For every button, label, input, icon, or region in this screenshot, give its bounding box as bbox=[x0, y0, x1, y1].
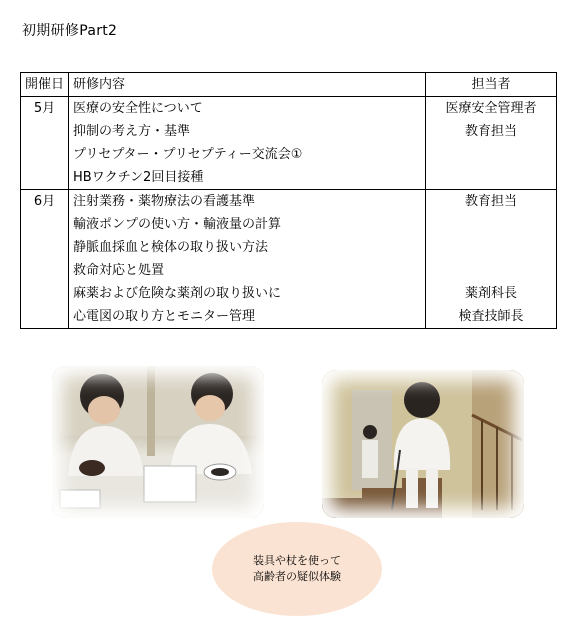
date-cell-empty bbox=[21, 259, 69, 282]
topic-cell: 救命対応と処置 bbox=[69, 259, 426, 282]
table-row bbox=[21, 166, 557, 190]
topic-cell: 心電図の取り方とモニター管理 bbox=[69, 305, 426, 329]
responsible-cell bbox=[426, 213, 557, 236]
date-cell-june: 6月 bbox=[21, 190, 69, 214]
date-cell-empty bbox=[21, 213, 69, 236]
responsible-cell: 教育担当 bbox=[426, 120, 557, 143]
photo-vignette bbox=[322, 370, 524, 518]
table-row bbox=[21, 236, 557, 259]
topic-cell: 静脈血採血と検体の取り扱い方法 bbox=[69, 236, 426, 259]
caption-line-1: 装具や杖を使って bbox=[253, 554, 341, 567]
topic-cell: プリセプター・プリセプティー交流会① bbox=[69, 143, 426, 166]
table-row bbox=[21, 143, 557, 166]
date-cell-empty bbox=[21, 120, 69, 143]
table-header-row bbox=[21, 73, 557, 97]
training-schedule-table bbox=[20, 72, 557, 329]
responsible-cell bbox=[426, 259, 557, 282]
table-row bbox=[21, 213, 557, 236]
caption-line-2: 高齢者の疑似体験 bbox=[253, 570, 341, 583]
responsible-cell: 教育担当 bbox=[426, 190, 557, 214]
date-cell-empty bbox=[21, 236, 69, 259]
responsible-cell: 医療安全管理者 bbox=[426, 97, 557, 121]
date-cell-empty bbox=[21, 143, 69, 166]
table-row bbox=[21, 259, 557, 282]
training-photo-medication bbox=[52, 366, 264, 518]
topic-cell: HBワクチン2回目接種 bbox=[69, 166, 426, 190]
date-cell-empty bbox=[21, 166, 69, 190]
responsible-cell: 薬剤科長 bbox=[426, 282, 557, 305]
responsible-cell bbox=[426, 236, 557, 259]
date-cell-empty bbox=[21, 282, 69, 305]
table-row bbox=[21, 190, 557, 214]
date-cell-may: 5月 bbox=[21, 97, 69, 121]
table-row bbox=[21, 282, 557, 305]
header-topic: 研修内容 bbox=[69, 73, 426, 97]
page-title: 初期研修Part2 bbox=[22, 23, 118, 39]
training-photo-elderly-simulation bbox=[322, 370, 524, 518]
topic-cell: 医療の安全性について bbox=[69, 97, 426, 121]
topic-cell: 注射業務・薬物療法の看護基準 bbox=[69, 190, 426, 214]
table-row bbox=[21, 120, 557, 143]
header-responsible: 担当者 bbox=[426, 73, 557, 97]
table-row bbox=[21, 97, 557, 121]
header-date: 開催日 bbox=[21, 73, 69, 97]
table-row bbox=[21, 305, 557, 329]
topic-cell: 抑制の考え方・基準 bbox=[69, 120, 426, 143]
responsible-cell bbox=[426, 166, 557, 190]
topic-cell: 輸液ポンプの使い方・輸液量の計算 bbox=[69, 213, 426, 236]
date-cell-empty bbox=[21, 305, 69, 329]
photo-vignette bbox=[52, 366, 264, 518]
responsible-cell bbox=[426, 143, 557, 166]
topic-cell: 麻薬および危険な薬剤の取り扱いに bbox=[69, 282, 426, 305]
responsible-cell: 検査技師長 bbox=[426, 305, 557, 329]
caption-bubble bbox=[212, 522, 382, 616]
